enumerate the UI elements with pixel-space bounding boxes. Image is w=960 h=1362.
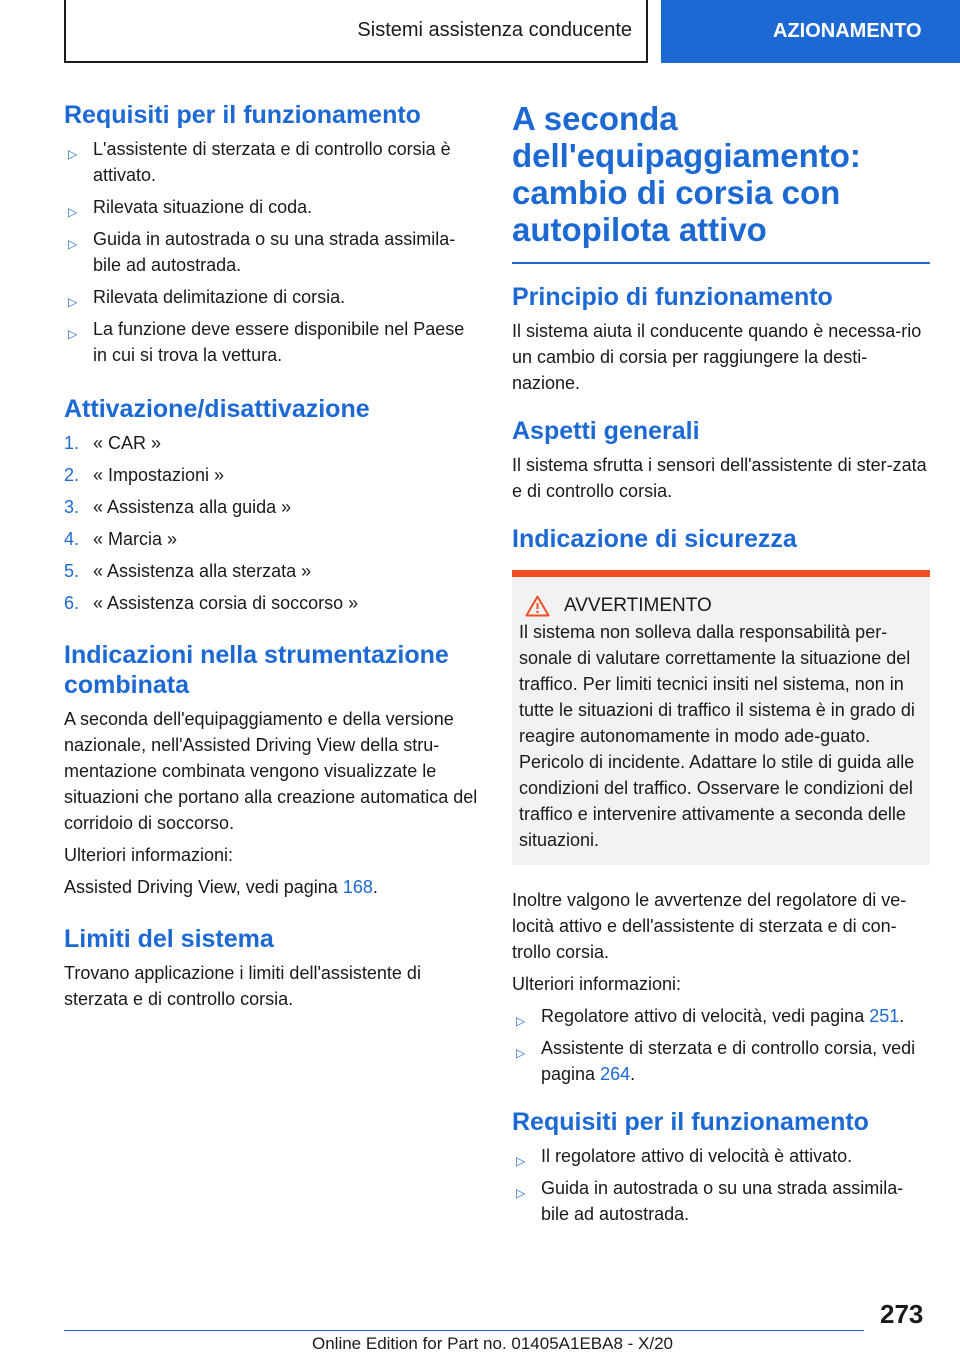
activation-steps — [64, 430, 478, 616]
requirements-list — [64, 136, 478, 368]
warning-box — [512, 570, 930, 865]
list-item: ▷ Rilevata situazione di coda. — [64, 194, 478, 220]
list-item: ▷ Regolatore attivo di velocità, vedi pagina 251. — [512, 1003, 930, 1029]
instrument-paragraph: A seconda dell'equipaggiamento e della versione nazionale, nell'Assisted Driving View della stru-mentazione combinata vengono visualizzate le situazioni che portano alla creazione automatica del corridoio di soccorso. — [64, 709, 478, 833]
step-item: 3. « Assistenza alla guida » — [64, 497, 292, 517]
header-section — [64, 0, 648, 63]
page-link[interactable]: 251 — [869, 1006, 900, 1026]
step-item: 5. « Assistenza alla sterzata » — [64, 561, 312, 581]
requirements-heading-2: Requisiti per il funzionamento — [512, 1108, 869, 1136]
warning-triangle-icon — [525, 595, 550, 617]
main-title: A seconda dell'equipaggiamento: cambio di corsia con autopilota attivo — [512, 100, 861, 248]
warning-text: Il sistema non solleva dalla responsabilità per-sonale di valutare correttamente la situazione del traffico. Per limiti tecnici insiti nel sistema, non in tutte le situazioni di traffico il sistema è in grado di reagire autonomamente in modo ade-guato. Pericolo di incidente. Adattare lo stile di guida alle condizioni del traffico. Osservare le condizioni del traffico e intervenire attivamente a seconda delle situazioni. — [519, 622, 915, 850]
list-item: ▷ Guida in autostrada o su una strada assimila-bile ad autostrada. — [516, 1178, 904, 1224]
more-info-label: Ulteriori informazioni: — [64, 845, 234, 865]
page-number: 273 — [880, 1299, 924, 1329]
triangle-bullet-icon: ▷ — [68, 237, 78, 251]
title-divider — [512, 262, 930, 264]
list-item: ▷ Assistente di sterzata e di controllo corsia, vedi pagina 264. — [516, 1038, 916, 1084]
triangle-bullet-icon: ▷ — [516, 1014, 526, 1028]
activation-heading: Attivazione/disattivazione — [64, 395, 370, 423]
safety-heading: Indicazione di sicurezza — [512, 525, 797, 553]
warning-title-row — [519, 595, 922, 617]
header-section-title: Sistemi assistenza conducente — [357, 19, 632, 41]
footer-edition: Online Edition for Part no. 01405A1EBA8 - X/20 — [312, 1334, 674, 1353]
after-warning-paragraph: Inoltre valgono le avvertenze del regolatore di ve-locità attivo e dell'assistente di sterzata e di con-trollo corsia. — [512, 890, 907, 962]
step-item: 2. « Impostazioni » — [64, 465, 225, 485]
instrument-heading: Indicazioni nella strumentazione combinata — [64, 641, 449, 699]
triangle-bullet-icon: ▷ — [68, 327, 78, 341]
principle-heading: Principio di funzionamento — [512, 283, 833, 311]
general-heading: Aspetti generali — [512, 417, 700, 445]
page-link[interactable]: 264 — [600, 1064, 631, 1084]
triangle-bullet-icon: ▷ — [68, 205, 78, 219]
requirements-list-2 — [512, 1143, 930, 1227]
warning-title: AVVERTIMENTO — [564, 595, 712, 616]
step-item: 6. « Assistenza corsia di soccorso » — [64, 593, 359, 613]
triangle-bullet-icon: ▷ — [68, 147, 78, 161]
list-item: ▷ Rilevata delimitazione di corsia. — [64, 284, 478, 310]
step-item: 1. « CAR » — [64, 433, 162, 453]
right-column — [512, 100, 930, 1233]
list-item: ▷ L'assistente di sterzata e di controllo corsia è attivato. — [68, 139, 451, 185]
triangle-bullet-icon: ▷ — [68, 295, 78, 309]
triangle-bullet-icon: ▷ — [516, 1154, 526, 1168]
triangle-bullet-icon: ▷ — [516, 1046, 526, 1060]
left-column — [64, 100, 478, 1018]
list-item: ▷ Il regolatore attivo di velocità è attivato. — [512, 1143, 930, 1169]
header-chapter-title: AZIONAMENTO — [773, 20, 922, 42]
limits-heading: Limiti del sistema — [64, 925, 274, 953]
header-chapter-tab[interactable] — [661, 0, 960, 63]
list-item: ▷ Guida in autostrada o su una strada assimila-bile ad autostrada. — [68, 229, 456, 275]
footer-divider — [64, 1330, 864, 1331]
general-paragraph: Il sistema sfrutta i sensori dell'assistente di ster-zata e di controllo corsia. — [512, 455, 927, 501]
triangle-bullet-icon: ▷ — [516, 1186, 526, 1200]
principle-paragraph: Il sistema aiuta il conducente quando è necessa-rio un cambio di corsia per raggiungere la desti-nazione. — [512, 321, 922, 393]
reference-line: Assisted Driving View, vedi pagina 168. — [64, 877, 378, 897]
more-info-label: Ulteriori informazioni: — [512, 974, 682, 994]
reference-list — [512, 1003, 930, 1087]
limits-paragraph: Trovano applicazione i limiti dell'assistente di sterzata e di controllo corsia. — [64, 963, 421, 1009]
page-link[interactable]: 168 — [342, 877, 373, 897]
step-item: 4. « Marcia » — [64, 529, 178, 549]
list-item: ▷ La funzione deve essere disponibile nel Paese in cui si trova la vettura. — [68, 319, 465, 365]
requirements-heading: Requisiti per il funzionamento — [64, 101, 421, 129]
